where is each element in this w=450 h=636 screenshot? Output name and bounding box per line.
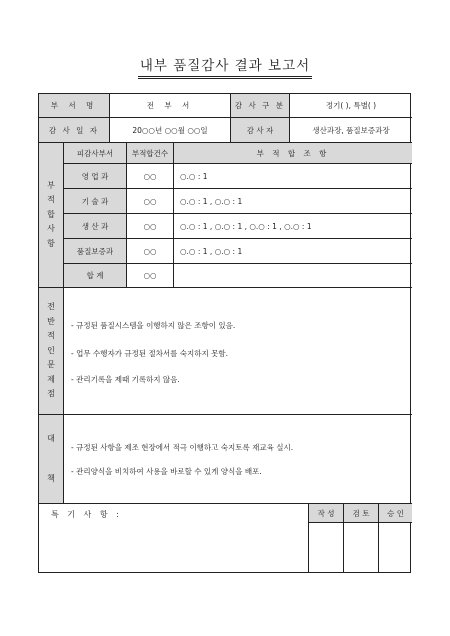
section-char: 문	[47, 360, 55, 370]
grid-line	[63, 142, 64, 503]
sign-approve-label: 승 인	[379, 504, 412, 522]
row-clause: ○.○ : 1 , ○.○ : 1	[180, 196, 243, 206]
issue-item: - 업무 수행자가 규정된 절차서를 숙지하지 못함.	[71, 349, 229, 358]
document-title	[0, 54, 450, 79]
section-char: 제	[47, 374, 55, 384]
dept-value: 전 부 서	[146, 101, 194, 110]
row-clause: ○.○ : 1 , ○.○ : 1 , ○.○ : 1 , ○.○ : 1	[180, 221, 312, 231]
overall-issues-section-label	[39, 288, 63, 414]
row-clause: ○.○ : 1	[180, 171, 208, 181]
audit-type-value: 정기( ), 특별( )	[325, 101, 377, 110]
sign-review-box[interactable]	[344, 523, 378, 572]
grid-line	[39, 414, 412, 415]
auditor-label: 감 사 자	[231, 118, 289, 142]
sign-approve-box[interactable]	[379, 523, 412, 572]
col-header-count: 부적합건수	[127, 143, 173, 163]
auditor-value: 생산과장, 품질보증과장	[312, 125, 390, 135]
audit-date-label: 감 사 일 자	[39, 118, 109, 142]
grid-line	[39, 142, 412, 143]
total-clause-empty	[174, 264, 412, 287]
row-count: ○○	[143, 196, 157, 206]
nonconformity-section-label	[39, 143, 63, 287]
total-label: 합 계	[64, 264, 126, 287]
row-dept: 생 산 과	[64, 214, 126, 238]
grid-line	[289, 94, 290, 142]
grid-line	[39, 287, 412, 288]
col-header-clause: 부 적 합 조 항	[174, 143, 412, 163]
grid-line	[126, 142, 127, 287]
grid-line	[343, 503, 344, 573]
overall-issues-list	[71, 288, 407, 414]
section-char: 전	[47, 302, 55, 312]
grid-line	[378, 503, 379, 573]
grid-line	[308, 522, 412, 523]
col-header-dept: 피감사부서	[64, 143, 126, 163]
grid-line	[63, 188, 412, 189]
section-char: 사	[47, 224, 55, 234]
section-char: 적	[47, 195, 55, 205]
grid-line	[109, 94, 110, 142]
row-count: ○○	[143, 171, 157, 181]
countermeasures-section-label	[39, 415, 63, 503]
audit-type-label: 감 사 구 분	[231, 94, 289, 117]
sign-write-box[interactable]	[309, 523, 343, 572]
section-char: 인	[47, 345, 55, 355]
issue-item: - 관리기록을 제때 기록하지 않음.	[71, 375, 180, 384]
grid-line	[63, 163, 412, 164]
row-count: ○○	[143, 246, 157, 256]
grid-line	[39, 503, 412, 504]
section-char: 부	[47, 180, 55, 190]
title-text: 내부 품질감사 결과 보고서	[138, 54, 312, 79]
dept-label: 부 서 명	[39, 94, 109, 117]
sign-write-label: 작 성	[309, 504, 343, 522]
row-dept: 품질보증과	[64, 239, 126, 263]
grid-line	[308, 503, 309, 573]
section-char: 반	[47, 316, 55, 326]
section-char: 합	[47, 209, 55, 219]
grid-line	[173, 142, 174, 287]
issue-item: - 규정된 품질시스템을 이행하지 않은 조항이 있음.	[71, 321, 236, 330]
section-char: 적	[47, 331, 55, 341]
sign-review-label: 검 토	[344, 504, 378, 522]
countermeasure-item: - 규정된 사항을 제조 현장에서 적극 이행하고 숙지토록 재교육 실시.	[71, 443, 294, 452]
audit-date-value: 20○○년 ○○월 ○○일	[132, 125, 208, 135]
grid-line	[63, 263, 412, 264]
row-dept: 영 업 과	[64, 164, 126, 188]
grid-line	[63, 213, 412, 214]
section-char: 책	[47, 474, 55, 483]
special-notes-label: 특 기 사 항 :	[51, 510, 122, 519]
section-char: 항	[47, 238, 55, 248]
countermeasures-list	[71, 415, 407, 503]
countermeasure-item: - 관리양식을 비치하여 사용을 바로할 수 있게 양식을 배포.	[71, 467, 262, 476]
row-dept: 기 술 과	[64, 189, 126, 213]
section-char: 대	[47, 434, 55, 443]
row-count: ○○	[143, 221, 157, 231]
grid-line	[39, 117, 412, 118]
row-clause: ○.○ : 1 , ○.○ : 1	[180, 246, 243, 256]
grid-line	[63, 238, 412, 239]
report-table	[38, 93, 411, 573]
grid-line	[230, 94, 231, 142]
total-count: ○○	[143, 271, 157, 280]
section-char: 점	[47, 389, 55, 399]
